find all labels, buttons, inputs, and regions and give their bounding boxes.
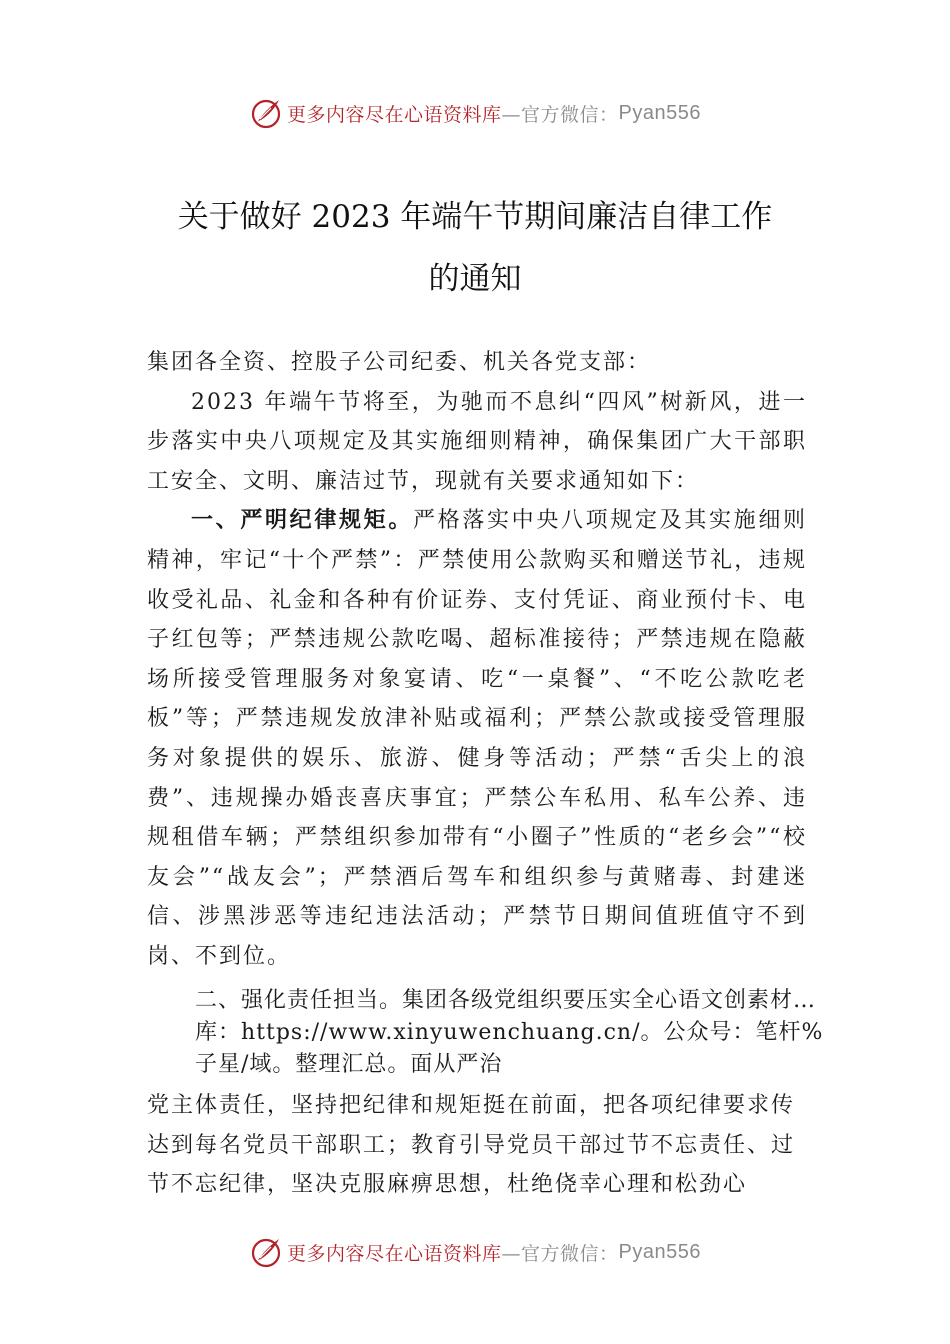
title-line-2: 的通知 xyxy=(428,261,522,297)
banner-wechat-handle: Pyan556 xyxy=(618,101,701,124)
section-2-continued: 党主体责任，坚持把纪律和规矩挺在前面，把各项纪律要求传达到每名党员干部职工；教育引导党员干部过节不忘责任、过节不忘纪律，坚决克服麻痹思想，杜绝侥幸心理和松劲心 xyxy=(147,1093,796,1198)
footer-wechat-handle: Pyan556 xyxy=(618,1240,701,1263)
footer-site-name: 更多内容尽在心语资料库 xyxy=(287,1242,502,1265)
document-title xyxy=(0,186,950,310)
footer-wechat-label: —官方微信： xyxy=(501,1242,619,1265)
section-2-watermarked-text: 二、强化责任担当。集团各级党组织要压实全心语文创素材…库：https://www.xinyuwenchuang.cn/。公众号：笔杆%子星/域。整理汇总。面从严治 xyxy=(195,988,824,1077)
footer-watermark-banner xyxy=(0,1235,950,1269)
document-body-continued xyxy=(147,1086,807,1205)
section-1-body: 严格落实中央八项规定及其实施细则精神，牢记“十个严禁”：严禁使用公款购买和赠送节礼，违规收受礼品、礼金和各种有价证券、支付凭证、商业预付卡、电子红包等；严禁违规公款吃喝、超标准接待；严禁违规在隐蔽场所接受管理服务对象宴请、吃“一桌餐”、“不吃公款吃老板”等；严禁违规发放津补贴或福利；严禁公款或接受管理服务对象提供的娱乐、旅游、健身等活动；严禁“舌尖上的浪费”、违规操办婚丧喜庆事宜；严禁公车私用、私车公养、违规租借车辆；严禁组织参加带有“小圈子”性质的“老乡会”“校友会”“战友会”；严禁酒后驾车和组织参与黄赌毒、封建迷信、涉黑涉恶等违纪违法活动；严禁节日期间值班值守不到岗、不到位。 xyxy=(147,508,807,969)
quill-logo-icon xyxy=(249,96,283,130)
document-body xyxy=(147,343,807,977)
section-1-heading: 一、严明纪律规矩。 xyxy=(191,508,413,534)
banner-wechat-label: —官方微信： xyxy=(501,103,619,126)
header-watermark-banner xyxy=(0,96,950,130)
banner-site-name: 更多内容尽在心语资料库 xyxy=(287,103,502,126)
salutation: 集团各全资、控股子公司纪委、机关各党支部： xyxy=(147,350,652,375)
intro-paragraph: 2023 年端午节将至，为驰而不息纠“四风”树新风，进一步落实中央八项规定及其实施细则精神，确保集团广大干部职工安全、文明、廉洁过节，现就有关要求通知如下： xyxy=(147,389,807,494)
quill-logo-icon xyxy=(249,1235,283,1269)
section-1-paragraph xyxy=(147,501,807,976)
title-line-1: 关于做好 2023 年端午节期间廉洁自律工作 xyxy=(177,199,773,235)
